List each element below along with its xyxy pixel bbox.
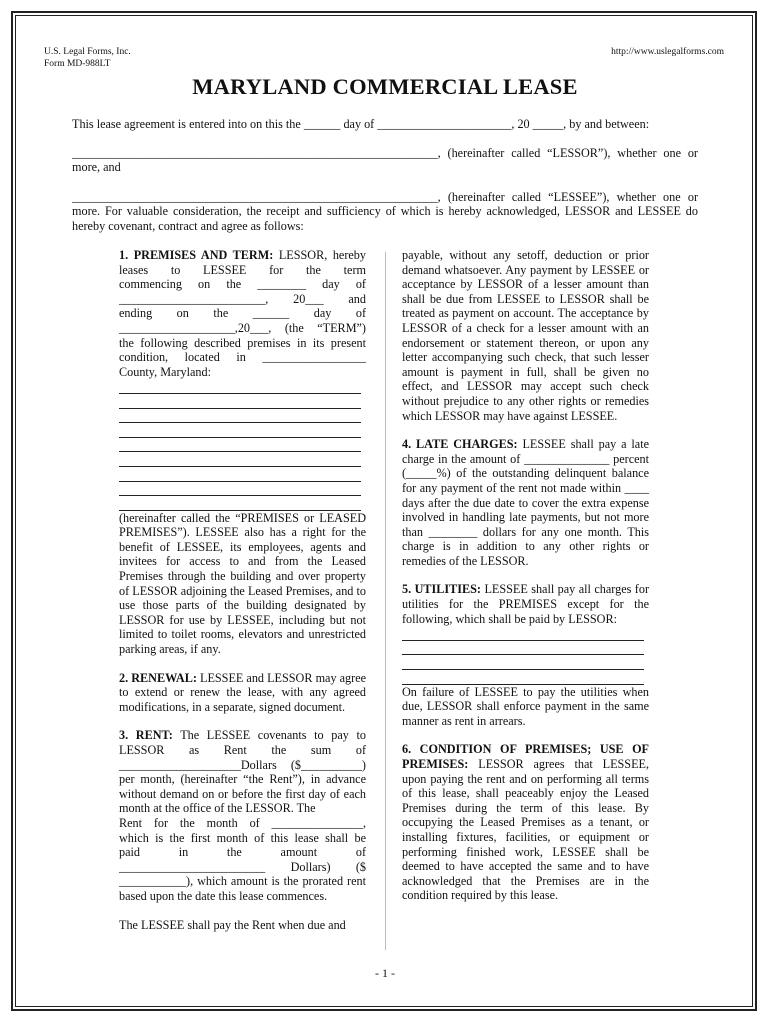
utilities-lines [402,626,644,684]
blank-line [402,655,644,670]
page-number: - 1 - [375,966,395,980]
blank-line [119,482,361,497]
blank-line [402,670,644,685]
left-column [119,248,366,932]
blank-line [402,626,644,641]
rent-body-4: The LESSEE shall pay the Rent when due and [119,917,346,932]
header-left [44,46,131,70]
section-premises [119,248,366,657]
blank-line [119,467,361,482]
rent-continued: payable, without any setoff, deduction or prior demand whatsoever. Any payment by LESSEE or acceptance by LESSOR of a lesser amount than shall be due from LESSEE to LESSOR shall be treated as payment on account. The acceptance by LESSOR of a check for a lesser amount with an endorsement or statement thereon, or upon any letter accompanying such check, that such lesser amount is payment in full, shall be given no effect, and LESSOR may accept such check without prejudice to any other rights or remedies which LESSOR may have against LESSEE. [402,248,649,423]
section-late-charges [402,437,649,568]
rent-body-3: ___________), which amount is the prorated rent based upon the date this lease commences. [119,874,366,903]
section-renewal [119,671,366,715]
blank-line [402,641,644,656]
rent-dollars: ____________________Dollars ($__________) [119,757,366,772]
company-name: U.S. Legal Forms, Inc. [44,47,131,57]
document-title: MARYLAND COMMERCIAL LEASE [192,74,578,99]
rent-paid: paid in the amount of [119,845,366,860]
form-id: Form MD-988LT [44,59,111,69]
premises-continued: (hereinafter called the “PREMISES or LEASED PREMISES”). LESSEE also has a right for the benefit of LESSEE, its employees, agents and invitees for access to and from the Leased Premises through the building and over property of LESSOR adjoining the Leased Premises, and to use those parts of the building designated by LESSOR for use by LESSEE, including but not limited to toilet rooms, elevators and unrestricted parking areas, if any. [119,510,366,657]
rent-body-2: which is the first month of this lease shall be [119,830,366,845]
rent-body-1: per month, (hereinafter “the Rent”), in advance without demand on or before the first day of each month at the office of the LESSOR. The [119,772,366,816]
premises-described: the following described premises in its present [119,335,366,350]
intro-lessor-line: ____________________________________________________________, (hereinafter called “LESSOR”), whether one or [72,146,698,160]
utilities-heading: 5. UTILITIES: [402,582,481,597]
section-rent [119,728,366,903]
condition-heading: 6. CONDITION OF PREMISES; USE OF PREMISES: [402,742,649,771]
premises-ending: ending on the ______ day of [119,306,366,321]
late-heading: 4. LATE CHARGES: [402,437,518,452]
utilities-tail: On failure of LESSEE to pay the utilities when due, LESSOR shall enforce payment in the same manner as rent in arrears. [402,684,649,728]
premises-commencing: commencing on the ________ day of [119,277,366,292]
renewal-body: LESSEE and LESSOR may agree to extend or renew the lease, with any agreed modifications, in a separate, signed document. [119,670,367,714]
blank-line [119,423,361,438]
premises-year: ________________________, 20___ and [119,291,366,306]
section-utilities [402,582,649,728]
blank-line [119,379,361,394]
right-column [402,248,649,917]
premises-location: condition, located in _________________ [119,350,366,365]
column-divider [385,252,386,950]
header-url[interactable]: http://www.uslegalforms.com [611,47,724,57]
premises-heading: 1. PREMISES AND TERM: [119,248,274,262]
blank-line [119,409,361,424]
premises-description-lines [119,379,361,510]
intro-lessee-line: ____________________________________________________________, (hereinafter called “LESSEE”), whether one or [72,190,698,204]
intro-lessor-tail: more, and [72,160,121,174]
premises-text: LESSOR, hereby leases to LESSEE for the term [119,248,366,277]
blank-line [119,394,361,409]
late-body: LESSEE shall pay a late charge in the amount of ______________ percent (_____%) of the outstanding delinquent balance for any payment of the rent not made within ____ days after the due date to cover the extra expense involved in handling late payments, but not more than ________ dollars for any one month. This charge is in addition to any other rights or remedies of the LESSOR. [402,437,650,568]
condition-body: LESSOR agrees that LESSEE, upon paying the rent and on performing all terms of this lease, shall peaceably enjoy the Leased Premises during the term of this lease. By occupying the Leased Premises as a tenant, or installing fixtures, facilities, or equipment or performing finished work, LESSEE shall be deemed to have accepted the same and to have acknowledged that the Premises are in the condition required by this lease. [402,757,650,903]
rent-text: The LESSEE covenants to pay to [180,728,366,743]
premises-term: ___________________,20___, (the “TERM”) [119,320,366,335]
rent-sum: LESSOR as Rent the sum of [119,743,366,757]
intro-date-line: This lease agreement is entered into on this the ______ day of ______________________, 20 _____, by and between: [72,117,650,131]
rent-heading: 3. RENT: [119,728,173,743]
utilities-body: LESSEE shall pay all charges for utilities for the PREMISES except for the following, which shall be paid by LESSOR: [402,582,650,626]
renewal-heading: 2. RENEWAL: [119,670,197,685]
blank-line [119,496,361,511]
rent-amount: ________________________ Dollars) ($ [119,859,366,874]
blank-line [119,438,361,453]
intro-consideration: more. For valuable consideration, the receipt and sufficiency of which is hereby acknowledged, LESSOR and LESSEE do hereby covenant, contract and agree as follows: [72,204,698,233]
section-condition [402,742,649,903]
rent-month: Rent for the month of _______________, [119,815,366,830]
premises-county: County, Maryland: [119,364,211,379]
blank-line [119,452,361,467]
